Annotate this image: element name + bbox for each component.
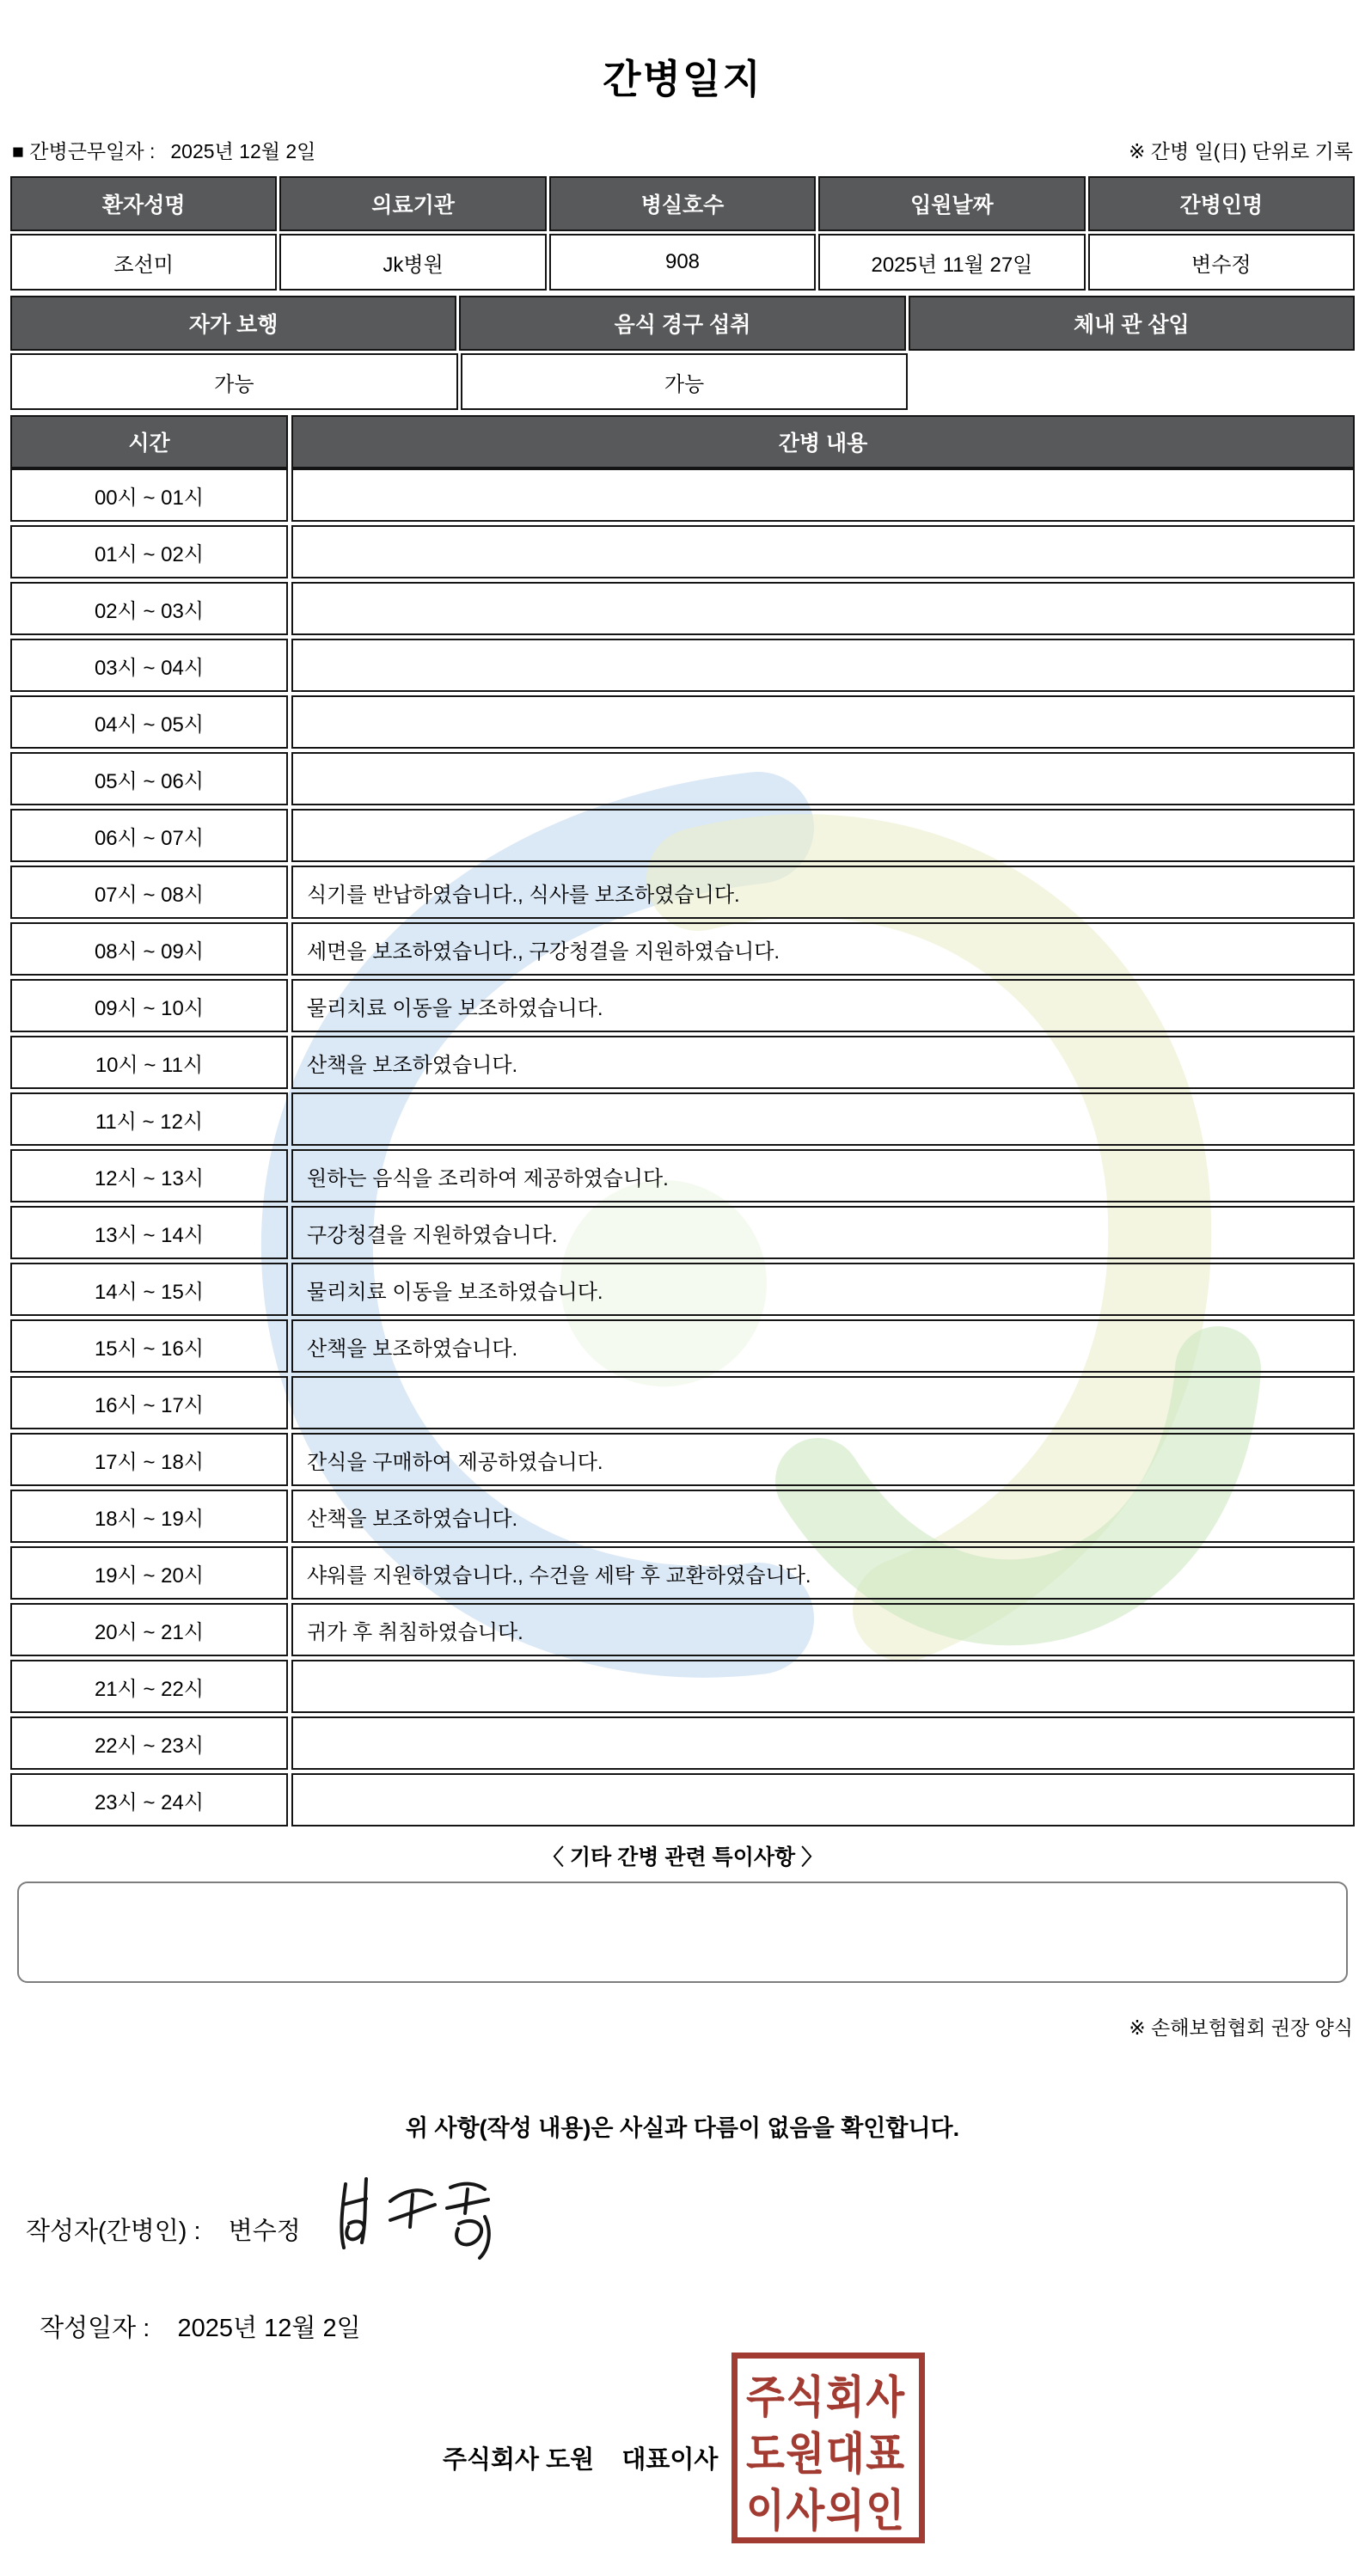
- value-oral-intake: 가능: [461, 353, 909, 410]
- time-slot-label: 08시 ~ 09시: [10, 922, 288, 976]
- care-content-text: 산책을 보조하였습니다.: [291, 1490, 1355, 1543]
- form-recommendation-note: ※ 손해보험협회 권장 양식: [1129, 2016, 1353, 2039]
- time-slot-label: 05시 ~ 06시: [10, 752, 288, 805]
- schedule-row: [10, 1546, 1355, 1600]
- schedule-row: [10, 1206, 1355, 1259]
- work-date-value: 2025년 12월 2일: [170, 140, 316, 162]
- care-content-text: [291, 1376, 1355, 1429]
- time-slot-label: 11시 ~ 12시: [10, 1092, 288, 1146]
- status-header-row: [10, 296, 1355, 351]
- value-caregiver-name: 변수정: [1088, 234, 1355, 291]
- header-patient-name: 환자성명: [10, 176, 277, 231]
- company-seal-stamp: [731, 2353, 925, 2543]
- writer-label: 작성자(간병인) :: [26, 2217, 229, 2245]
- care-content-text: [291, 809, 1355, 862]
- care-content-text: [291, 1092, 1355, 1146]
- company-block: [0, 2353, 1365, 2576]
- time-slot-label: 17시 ~ 18시: [10, 1433, 288, 1486]
- care-content-text: 식기를 반납하였습니다., 식사를 보조하였습니다.: [291, 866, 1355, 919]
- time-slot-label: 07시 ~ 08시: [10, 866, 288, 919]
- signature-image: [330, 2170, 511, 2265]
- schedule-row: [10, 809, 1355, 862]
- value-medical-institution: Jk병원: [279, 234, 546, 291]
- written-date-label: 작성일자 :: [40, 2315, 178, 2342]
- schedule-row: [10, 1319, 1355, 1373]
- care-content-text: 산책을 보조하였습니다.: [291, 1036, 1355, 1089]
- care-content-text: [291, 1716, 1355, 1770]
- schedule-row: [10, 1092, 1355, 1146]
- time-slot-label: 20시 ~ 21시: [10, 1603, 288, 1656]
- stamp-row-1: 주식회사: [746, 2371, 906, 2422]
- header-care-content: 간병 내용: [291, 415, 1355, 468]
- schedule-row: [10, 752, 1355, 805]
- care-content-text: 귀가 후 취침하였습니다.: [291, 1603, 1355, 1656]
- care-content-text: [291, 695, 1355, 749]
- care-content-text: 원하는 음식을 조리하여 제공하였습니다.: [291, 1149, 1355, 1202]
- care-content-text: [291, 1660, 1355, 1713]
- time-slot-label: 18시 ~ 19시: [10, 1490, 288, 1543]
- care-content-text: 세면을 보조하였습니다., 구강청결을 지원하였습니다.: [291, 922, 1355, 976]
- schedule-row: [10, 582, 1355, 635]
- stamp-row-2: 도원대표: [746, 2428, 906, 2479]
- care-content-text: [291, 1773, 1355, 1826]
- care-content-text: 물리치료 이동을 보조하였습니다.: [291, 1263, 1355, 1316]
- header-tube-insertion: 체내 관 삽입: [909, 296, 1355, 351]
- written-date-line: [26, 2280, 1365, 2344]
- time-slot-label: 12시 ~ 13시: [10, 1149, 288, 1202]
- time-slot-label: 01시 ~ 02시: [10, 525, 288, 578]
- header-medical-institution: 의료기관: [279, 176, 546, 231]
- schedule-row: [10, 866, 1355, 919]
- header-oral-intake: 음식 경구 섭취: [459, 296, 905, 351]
- schedule-row: [10, 468, 1355, 522]
- care-content-text: 샤워를 지원하였습니다., 수건을 세탁 후 교환하였습니다.: [291, 1546, 1355, 1600]
- care-content-text: 간식을 구매하여 제공하였습니다.: [291, 1433, 1355, 1486]
- writer-name: 변수정: [228, 2217, 301, 2245]
- schedule-row: [10, 695, 1355, 749]
- writer-line: [26, 2193, 1365, 2265]
- schedule-row: [10, 922, 1355, 976]
- schedule-row: [10, 1490, 1355, 1543]
- time-slot-label: 03시 ~ 04시: [10, 639, 288, 692]
- value-tube-insertion: [910, 353, 1355, 410]
- schedule-row: [10, 979, 1355, 1032]
- status-value-row: [10, 353, 1355, 410]
- company-ceo-line: 주식회사 도원 대표이사: [443, 2446, 719, 2474]
- time-slot-label: 21시 ~ 22시: [10, 1660, 288, 1713]
- confirmation-statement: 위 사항(작성 내용)은 사실과 다름이 없음을 확인합니다.: [405, 2115, 960, 2141]
- written-date-value: 2025년 12월 2일: [177, 2315, 361, 2342]
- special-notes-heading: 〈 기타 간병 관련 특이사항 〉: [542, 1845, 823, 1869]
- header-admission-date: 입원날짜: [818, 176, 1085, 231]
- time-slot-label: 16시 ~ 17시: [10, 1376, 288, 1429]
- header-caregiver-name: 간병인명: [1088, 176, 1355, 231]
- time-slot-label: 06시 ~ 07시: [10, 809, 288, 862]
- schedule-header-row: [10, 415, 1355, 468]
- time-slot-label: 19시 ~ 20시: [10, 1546, 288, 1600]
- care-content-text: 구강청결을 지원하였습니다.: [291, 1206, 1355, 1259]
- care-schedule-table: [10, 415, 1355, 1826]
- care-content-text: [291, 582, 1355, 635]
- value-room-number: 908: [549, 234, 816, 291]
- schedule-row: [10, 1773, 1355, 1826]
- schedule-row: [10, 1660, 1355, 1713]
- time-slot-label: 23시 ~ 24시: [10, 1773, 288, 1826]
- time-slot-label: 10시 ~ 11시: [10, 1036, 288, 1089]
- care-content-text: [291, 468, 1355, 522]
- schedule-row: [10, 1149, 1355, 1202]
- care-content-text: [291, 525, 1355, 578]
- care-content-text: [291, 639, 1355, 692]
- unit-note: ※ 간병 일(日) 단위로 기록: [1129, 140, 1353, 162]
- time-slot-label: 14시 ~ 15시: [10, 1263, 288, 1316]
- schedule-row: [10, 1603, 1355, 1656]
- time-slot-label: 09시 ~ 10시: [10, 979, 288, 1032]
- special-notes-box: [17, 1882, 1348, 1983]
- header-room-number: 병실호수: [549, 176, 816, 231]
- patient-info-table: [10, 176, 1355, 291]
- schedule-row: [10, 1263, 1355, 1316]
- schedule-row: [10, 1433, 1355, 1486]
- schedule-row: [10, 639, 1355, 692]
- schedule-row: [10, 1376, 1355, 1429]
- care-content-text: 물리치료 이동을 보조하였습니다.: [291, 979, 1355, 1032]
- header-time: 시간: [10, 415, 288, 468]
- schedule-rows: [10, 468, 1355, 1826]
- work-date-label: ■ 간병근무일자 :: [12, 140, 156, 162]
- patient-status-table: [10, 296, 1355, 410]
- value-admission-date: 2025년 11월 27일: [818, 234, 1085, 291]
- schedule-row: [10, 1716, 1355, 1770]
- care-content-text: 산책을 보조하였습니다.: [291, 1319, 1355, 1373]
- time-slot-label: 22시 ~ 23시: [10, 1716, 288, 1770]
- patient-info-value-row: [10, 234, 1355, 291]
- value-self-walking: 가능: [10, 353, 458, 410]
- time-slot-label: 00시 ~ 01시: [10, 468, 288, 522]
- care-content-text: [291, 752, 1355, 805]
- page-title: 간병일지: [603, 57, 762, 101]
- schedule-row: [10, 525, 1355, 578]
- time-slot-label: 13시 ~ 14시: [10, 1206, 288, 1259]
- patient-info-header-row: [10, 176, 1355, 231]
- stamp-row-3: 이사의인: [746, 2485, 906, 2536]
- time-slot-label: 02시 ~ 03시: [10, 582, 288, 635]
- time-slot-label: 04시 ~ 05시: [10, 695, 288, 749]
- meta-row: [12, 136, 1353, 164]
- schedule-row: [10, 1036, 1355, 1089]
- header-self-walking: 자가 보행: [10, 296, 456, 351]
- time-slot-label: 15시 ~ 16시: [10, 1319, 288, 1373]
- work-date-line: [12, 136, 315, 164]
- value-patient-name: 조선미: [10, 234, 277, 291]
